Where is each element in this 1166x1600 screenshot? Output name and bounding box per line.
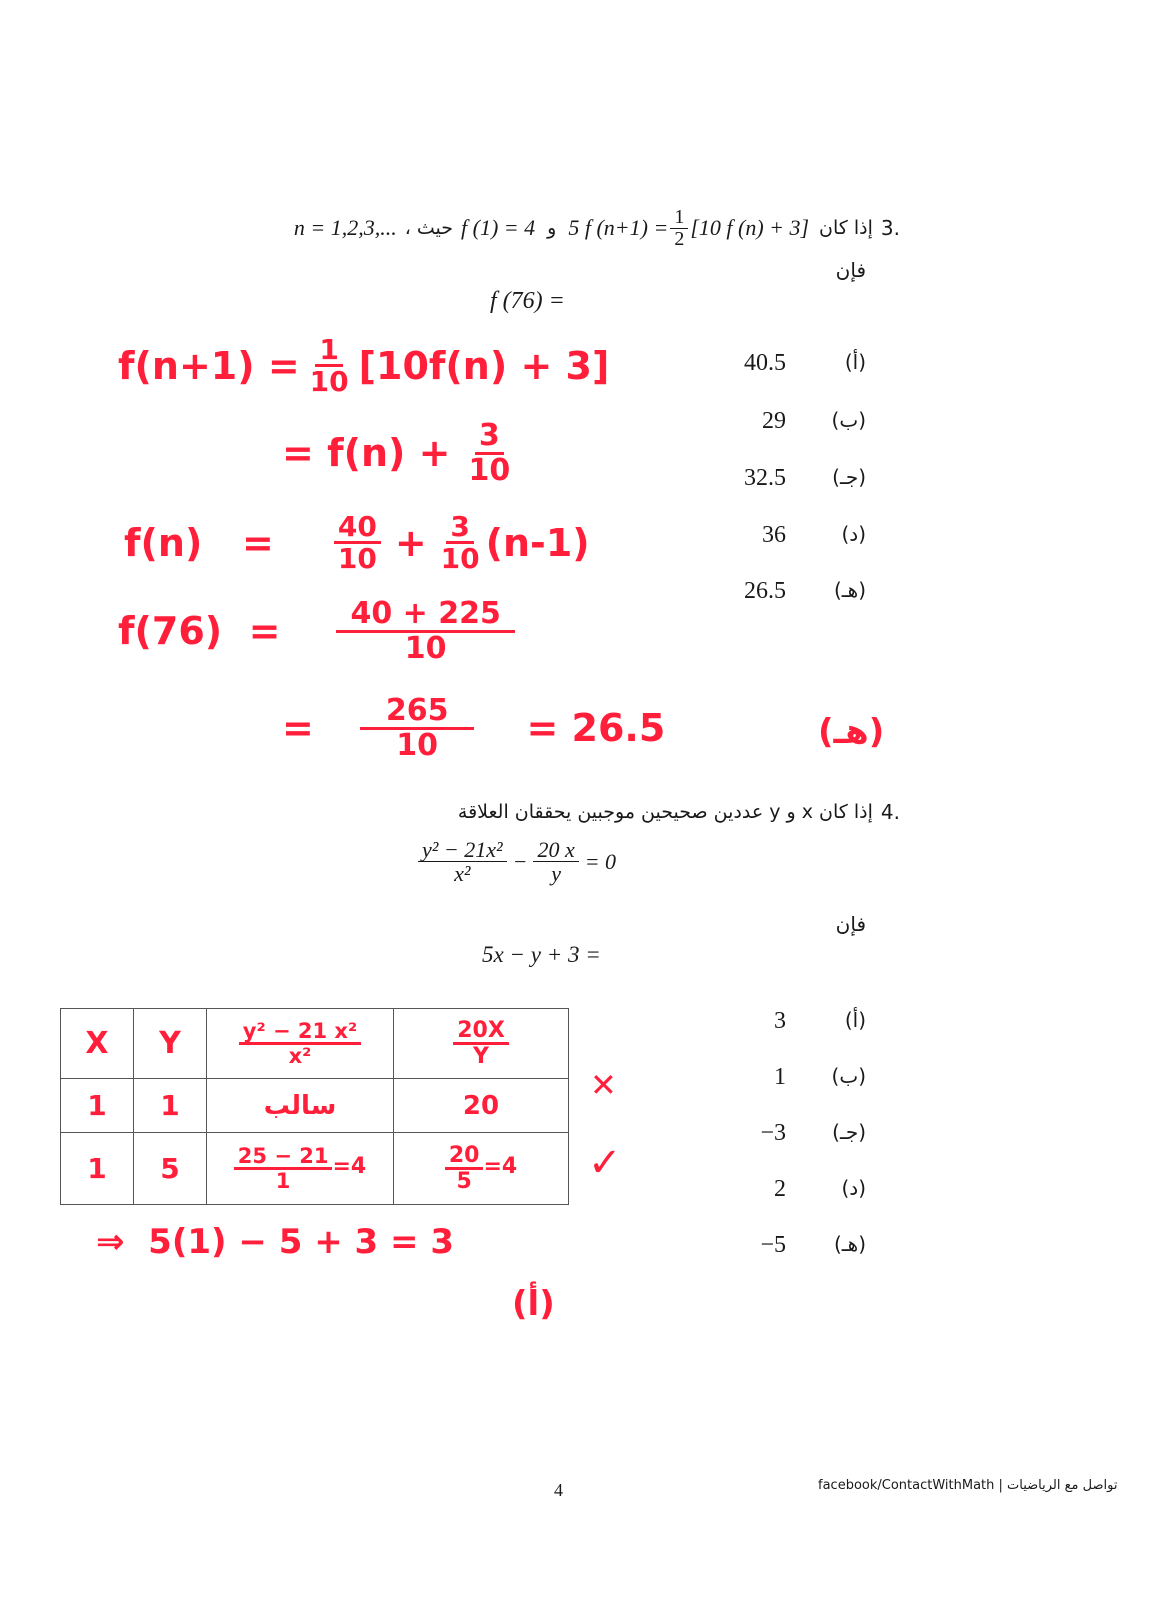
footer-credit: facebook/ContactWithMath | تواصل مع الرياضيات xyxy=(818,1478,1118,1493)
table-header-x: X xyxy=(61,1009,134,1079)
q4-option-c[interactable]: −3 (جـ) xyxy=(760,1120,866,1146)
q3-formula-bracket: [10 f (n) + 3] xyxy=(690,215,810,240)
q4-work-table xyxy=(60,1008,569,1205)
q3-formula-lhs: 5 f (n+1) = xyxy=(568,215,669,240)
q4-option-a[interactable]: 3 (أ) xyxy=(774,1008,866,1034)
q3-intro: إذا كان xyxy=(819,217,873,239)
q3-stem xyxy=(190,200,900,256)
q3-then: فإن xyxy=(835,258,866,282)
q4-option-b[interactable]: 1 (ب) xyxy=(774,1064,866,1090)
q3-where: ، حيث xyxy=(404,217,454,239)
q3-number: 3. xyxy=(880,216,900,240)
table-row: 1 5 $\frac{25 - 21}{1}$ =4 $\frac{20}{5}$ =4 xyxy=(61,1133,569,1205)
q4-row2-check-icon: ✓ xyxy=(588,1140,622,1186)
q3-work-line3: f(n) = $\frac{40}{10}$ + $\frac{3}{10}$ (n-1) xyxy=(124,510,590,576)
q4-stem xyxy=(360,800,900,824)
q3-option-d[interactable]: 36 (د) xyxy=(762,522,866,548)
page-number: 4 xyxy=(554,1480,563,1500)
q4-equation: $\frac{\text{y² − 21x²}}{\text{x²}}$ − $\frac{20 x}{y}$ = 0 xyxy=(418,838,616,885)
q3-work-line5: = $\frac{265}{10}$ = 26.5 xyxy=(282,693,666,763)
q3-option-a[interactable]: 40.5 (أ) xyxy=(744,350,866,376)
q4-work-conclusion: ⇒ 5(1) − 5 + 3 = 3 xyxy=(96,1222,455,1262)
q3-work-line4: f(76) = $\frac{40 + 225}{10}$ xyxy=(118,598,515,664)
q3-and: و xyxy=(547,217,557,239)
q3-work-line2: = f(n) + $\frac{3}{10}$ xyxy=(282,418,511,488)
q3-option-c[interactable]: 32.5 (جـ) xyxy=(744,465,866,491)
q4-option-e[interactable]: −5 (هـ) xyxy=(760,1232,866,1258)
q3-domain: n = 1,2,3,... xyxy=(293,215,397,240)
q3-ask: f (76) = xyxy=(490,288,565,314)
q4-then: فإن xyxy=(835,912,866,936)
q3-initial: f (1) = 4 xyxy=(461,215,536,240)
q4-number: 4. xyxy=(880,800,900,824)
table-row xyxy=(61,1009,569,1079)
q3-option-e[interactable]: 26.5 (هـ) xyxy=(744,578,866,604)
table-header-y: Y xyxy=(134,1009,207,1079)
q3-work-line1: f(n+1) = $\frac{1}{10}$ [10f(n) + 3] xyxy=(118,333,610,399)
q4-ask: 5x − y + 3 = xyxy=(482,942,601,967)
q4-option-d[interactable]: 2 (د) xyxy=(774,1176,866,1202)
q4-row1-cross-icon: ✕ xyxy=(590,1066,617,1104)
table-row: 1 1 سالب 20 xyxy=(61,1079,569,1133)
q3-formula-half: $\frac{1}{2}$ xyxy=(670,207,688,250)
q4-stem-text: إذا كان x و y عددين صحيحين موجبين يحققان العلاقة xyxy=(457,801,873,823)
table-header-expr: $\frac{\text{y² − 21 x²}}{\text{x²}}$ xyxy=(207,1009,394,1079)
table-header-ratio: $\frac{20X}{Y}$ xyxy=(394,1009,569,1079)
q3-work-answer: (هـ) xyxy=(818,712,885,752)
q4-work-answer: (أ) xyxy=(512,1284,555,1324)
q3-option-b[interactable]: 29 (ب) xyxy=(762,408,866,434)
